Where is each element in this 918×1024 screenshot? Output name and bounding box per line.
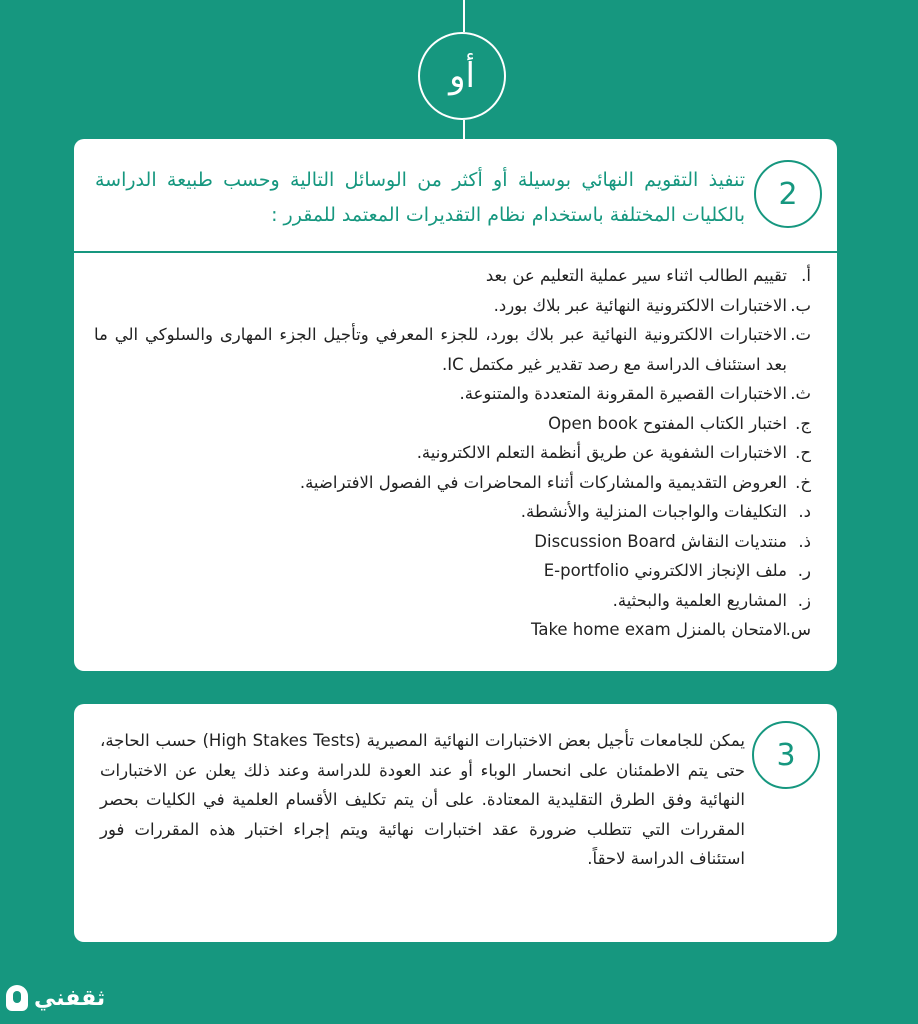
list-item-text: الاختبارات القصيرة المقرونة المتعددة والمتنوعة. — [459, 384, 787, 403]
list-item-text: التكليفات والواجبات المنزلية والأنشطة. — [520, 502, 787, 521]
list-item-text: المشاريع العلمية والبحثية. — [612, 590, 787, 610]
list-item — [94, 291, 811, 321]
section-3-number: 3 — [776, 737, 796, 773]
list-item — [94, 615, 811, 645]
list-item-letter: ز. — [797, 590, 811, 610]
list-item-letter: خ. — [795, 472, 811, 492]
list-item — [94, 320, 811, 379]
assessment-methods-list — [94, 261, 811, 645]
list-item — [94, 527, 811, 557]
list-item-text: منتديات النقاش Discussion Board — [534, 531, 787, 551]
list-item — [94, 497, 811, 527]
list-item — [94, 409, 811, 439]
list-item-text: اختبار الكتاب المفتوح Open book — [548, 413, 787, 433]
list-item-text: العروض التقديمية والمشاركات أثناء المحاضرات في الفصول الافتراضية. — [299, 472, 787, 492]
list-item-letter: ث. — [790, 384, 811, 403]
site-logo — [6, 985, 105, 1011]
list-item-letter: ذ. — [798, 531, 811, 551]
section-3-number-badge — [752, 721, 820, 789]
list-item-letter: ح. — [795, 443, 811, 462]
list-item — [94, 261, 811, 291]
list-item-text: الاختبارات الالكترونية النهائية عبر بلاك بورد، للجزء المعرفي وتأجيل الجزء المهارى والسلوكي الي ما بعد استئناف الدراسة مع رصد تقدير غير مكتمل IC. — [94, 325, 787, 374]
section-2-number-badge — [754, 160, 822, 228]
list-item-letter: ت. — [790, 325, 811, 344]
section-2-heading: تنفيذ التقويم النهائي بوسيلة أو أكثر من الوسائل التالية وحسب طبيعة الدراسة بالكليات المختلفة باستخدام نظام التقديرات المعتمد للمقرر : — [95, 169, 745, 226]
list-item-text: ملف الإنجاز الالكتروني E-portfolio — [543, 561, 787, 580]
connector-line-top — [463, 0, 465, 32]
list-item-text: تقييم الطالب اثناء سير عملية التعليم عن بعد — [485, 266, 787, 285]
list-item-letter: س. — [785, 620, 811, 639]
list-item-text: الاختبارات الالكترونية النهائية عبر بلاك بورد. — [493, 295, 787, 315]
connector-line-bottom — [463, 120, 465, 139]
section-2-card — [74, 139, 837, 671]
or-connector-label: أو — [449, 56, 475, 96]
list-item-letter: أ. — [801, 266, 811, 285]
list-item-text: الاختبارات الشفوية عن طريق أنظمة التعلم الالكترونية. — [416, 443, 787, 462]
section-3-paragraph: يمكن للجامعات تأجيل بعض الاختبارات النهائية المصيرية (High Stakes Tests) حسب الحاجة، حتى يتم الاطمئنان على انحسار الوباء أو عند العودة للدراسة وعند ذلك يعلن عن الاختبارات النهائية وفق الطرق التقليدية المعتادة. على أن يتم تكليف الأقسام العلمية في الكليات بحصر المقررات التي تتطلب ضرورة عقد اختبارات نهائية ويتم إجراء اختبار هذه المقررات فور استئناف الدراسة لاحقاً. — [100, 731, 745, 868]
list-item — [94, 468, 811, 498]
list-item-text: الامتحان بالمنزل Take home exam — [530, 620, 787, 639]
list-item — [94, 379, 811, 409]
section-2-divider — [74, 251, 837, 253]
section-3-card — [74, 704, 837, 942]
list-item — [94, 586, 811, 616]
list-item-letter: ر. — [797, 561, 811, 580]
list-item-letter: د. — [798, 502, 811, 521]
list-item — [94, 556, 811, 586]
list-item-letter: ب. — [790, 295, 811, 315]
or-connector-circle — [418, 32, 506, 120]
list-item — [94, 438, 811, 468]
lightbulb-icon — [6, 985, 28, 1011]
list-item-letter: ج. — [795, 413, 811, 433]
section-2-number: 2 — [778, 176, 798, 212]
logo-text: ثقفني — [34, 985, 106, 1011]
